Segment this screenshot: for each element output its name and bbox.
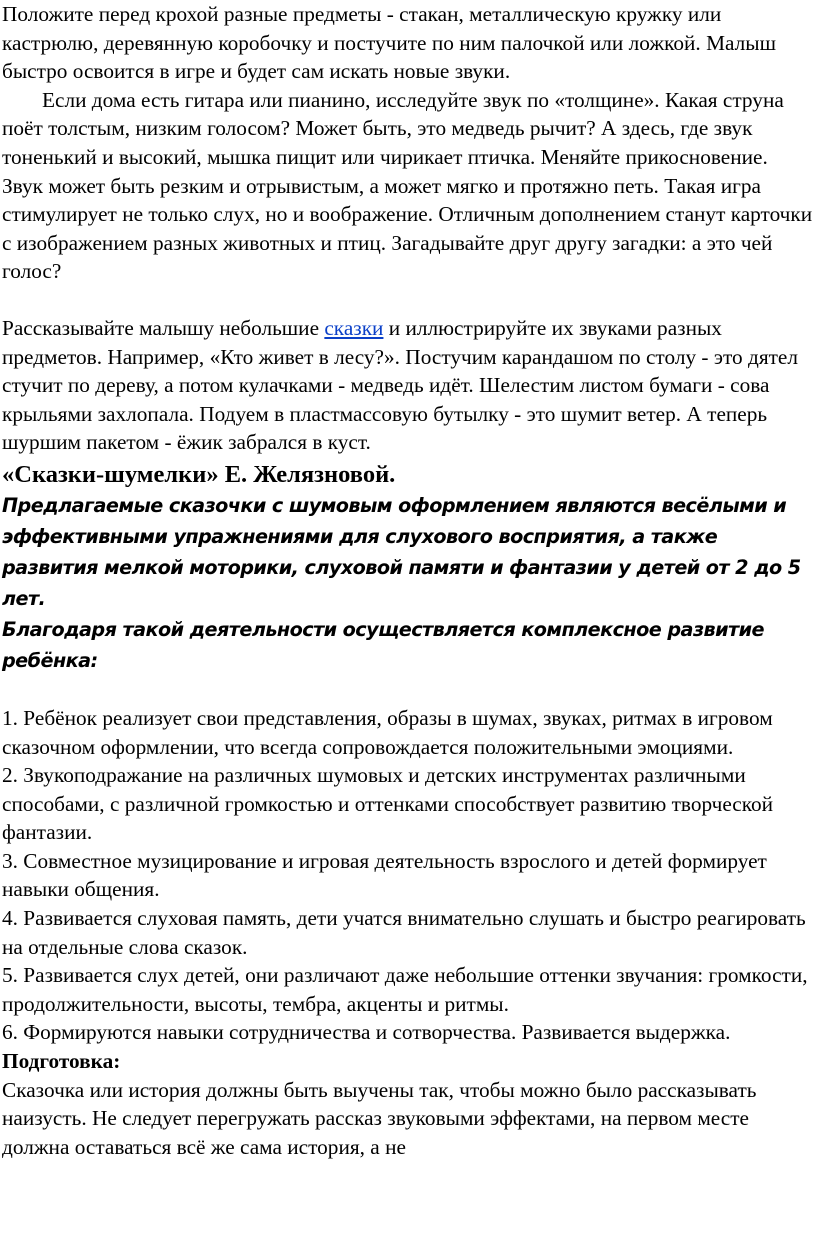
list-item: 6. Формируются навыки сотрудничества и сотворчества. Развивается выдержка. [2, 1020, 731, 1045]
list-item: 5. Развивается слух детей, они различают даже небольшие оттенки звучания: громкости, продолжительности, высоты, тембра, акценты и ритмы. [2, 963, 808, 1016]
preparation-title: Подготовка: [2, 1049, 121, 1074]
list-item: 3. Совместное музицирование и игровая деятельность взрослого и детей формирует навыки общения. [2, 848, 767, 902]
paragraph-tales-start: Рассказывайте малышу небольшие [2, 315, 325, 340]
document-page [2, 0, 814, 1161]
list-item: 1. Ребёнок реализует свои представления, образы в шумах, звуках, ритмах в игровом сказочном оформлении, что всегда сопровождается положительными эмоциями. [2, 705, 773, 759]
paragraph-gap [2, 286, 814, 314]
paragraph-objects: Положите перед крохой разные предметы - стакан, металлическую кружку или кастрюлю, деревянную коробочку и постучите по ним палочкой или ложкой. Малыш быстро освоится в игре и будет сам искать новые звуки. [2, 2, 776, 84]
list-gap [2, 676, 814, 704]
tales-link[interactable]: сказки [324, 315, 384, 340]
section-intro: Предлагаемые сказочки с шумовым оформлением являются весёлыми и эффективными упражнениями для слухового восприятия, а также развития мелкой моторики, слуховой памяти и фантазии у детей от 2 до 5 лет. [2, 493, 801, 610]
paragraph-tales [2, 314, 814, 457]
benefits-list [2, 704, 814, 1047]
paragraph-tales-rest: и иллюстрируйте их звуками разных предметов. Например, «Кто живет в лесу?». Постучим карандашом по столу - это дятел стучит по дереву, а потом кулачками - медведь идёт. Шелестим листом бумаги - сова крыльями захлопала. Подуем в пластмассовую бутылку - это шумит ветер. А теперь шуршим пакетом - ёжик забрался в куст. [2, 315, 799, 455]
paragraph-instruments: Если дома есть гитара или пианино, исследуйте звук по «толщине». Какая струна поёт толстым, низким голосом? Может быть, это медведь рычит? А здесь, где звук тоненький и высокий, мышка пищит или чирикает птичка. Меняйте прикосновение. Звук может быть резким и отрывистым, а может мягко и протяжно петь. Такая игра стимулирует не только слух, но и воображение. Отличным дополнением станут карточки с изображением разных животных и птиц. Загадывайте друг другу загадки: а это чей голос? [2, 87, 813, 284]
list-item: 2. Звукоподражание на различных шумовых и детских инструментах различными способами, с различной громкостью и оттенками способствует развитию творческой фантазии. [2, 763, 774, 845]
list-item: 4. Развивается слуховая память, дети учатся внимательно слушать и быстро реагировать на отдельные слова сказок. [2, 906, 806, 959]
preparation-text: Сказочка или история должны быть выучены так, чтобы можно было рассказывать наизусть. Не следует перегружать рассказ звуковыми эффектами, на первом месте должна оставаться всё же сама история, а не [2, 1077, 757, 1159]
section-title: «Сказки-шумелки» Е. Желязновой. [2, 460, 396, 488]
section-intro-development: Благодаря такой деятельности осуществляется комплексное развитие ребёнка: [2, 617, 764, 672]
